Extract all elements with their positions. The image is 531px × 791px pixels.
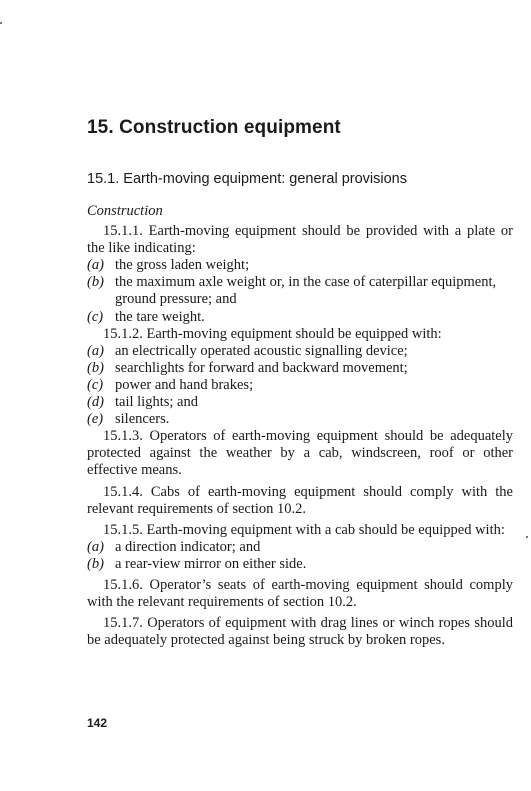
chapter-title: 15. Construction equipment: [87, 117, 341, 138]
list-cab-fittings: [87, 539, 513, 573]
list-equipment-fittings: [87, 343, 513, 428]
paragraph-15-1-7: 15.1.7. Operators of equipment with drag lines or winch ropes should be adequately protected against being struck by broken ropes.: [87, 615, 513, 649]
list-item-text: tail lights; and: [115, 394, 198, 411]
list-item: [87, 360, 513, 377]
page-number: 142: [87, 716, 108, 730]
list-marker: (e): [87, 411, 104, 428]
list-item-text: a rear-view mirror on either side.: [115, 555, 307, 572]
list-plate-contents: [87, 257, 513, 325]
list-marker: (b): [87, 555, 104, 572]
paragraph-15-1-5: 15.1.5. Earth-moving equipment with a cab should be equipped with:: [103, 521, 505, 538]
list-item-text: a direction indicator; and: [115, 538, 261, 555]
list-item: [87, 556, 513, 573]
list-item-text: silencers.: [115, 411, 170, 428]
list-item-text: power and hand brakes;: [115, 376, 254, 393]
list-item-text: the maximum axle weight or, in the case of caterpillar equipment, ground pressure; and: [115, 274, 497, 308]
paragraph-15-1-6: 15.1.6. Operator’s seats of earth-moving equipment should comply with the relevant requirements of section 10.2.: [87, 576, 513, 611]
list-item-text: searchlights for forward and backward movement;: [115, 359, 408, 376]
section-title: 15.1. Earth-moving equipment: general provisions: [87, 171, 407, 187]
paragraph-15-1-3: 15.1.3. Operators of earth-moving equipment should be adequately protected against the weather by a cab, windscreen, roof or other effective means.: [87, 428, 513, 479]
list-marker: (a): [87, 257, 104, 274]
list-item-text: the gross laden weight;: [115, 257, 250, 274]
list-item: [87, 343, 513, 360]
list-marker: (a): [87, 342, 104, 359]
paragraph-15-1-2: 15.1.2. Earth-moving equipment should be equipped with:: [103, 325, 442, 342]
list-marker: (d): [87, 394, 104, 411]
list-item: [87, 274, 513, 308]
list-item: [87, 394, 513, 411]
list-item-text: the tare weight.: [115, 308, 205, 325]
scan-edge-mark: [0, 22, 2, 24]
list-item: [87, 309, 513, 326]
list-marker: (c): [87, 376, 104, 393]
list-marker: (c): [87, 308, 104, 325]
list-item: [87, 257, 513, 274]
scan-edge-mark: [526, 536, 528, 538]
paragraph-15-1-4: 15.1.4. Cabs of earth-moving equipment should comply with the relevant requirements of section 10.2.: [87, 483, 513, 517]
list-marker: (b): [87, 359, 104, 376]
list-item-text: an electrically operated acoustic signalling device;: [115, 342, 408, 359]
list-marker: (b): [87, 274, 104, 291]
list-marker: (a): [87, 538, 104, 555]
section-body: [87, 203, 513, 649]
list-item: [87, 411, 513, 428]
list-item: [87, 377, 513, 394]
subheading-construction: Construction: [87, 203, 163, 219]
list-item: [87, 539, 513, 556]
paragraph-15-1-1: 15.1.1. Earth-moving equipment should be provided with a plate or the like indicating:: [87, 223, 513, 257]
